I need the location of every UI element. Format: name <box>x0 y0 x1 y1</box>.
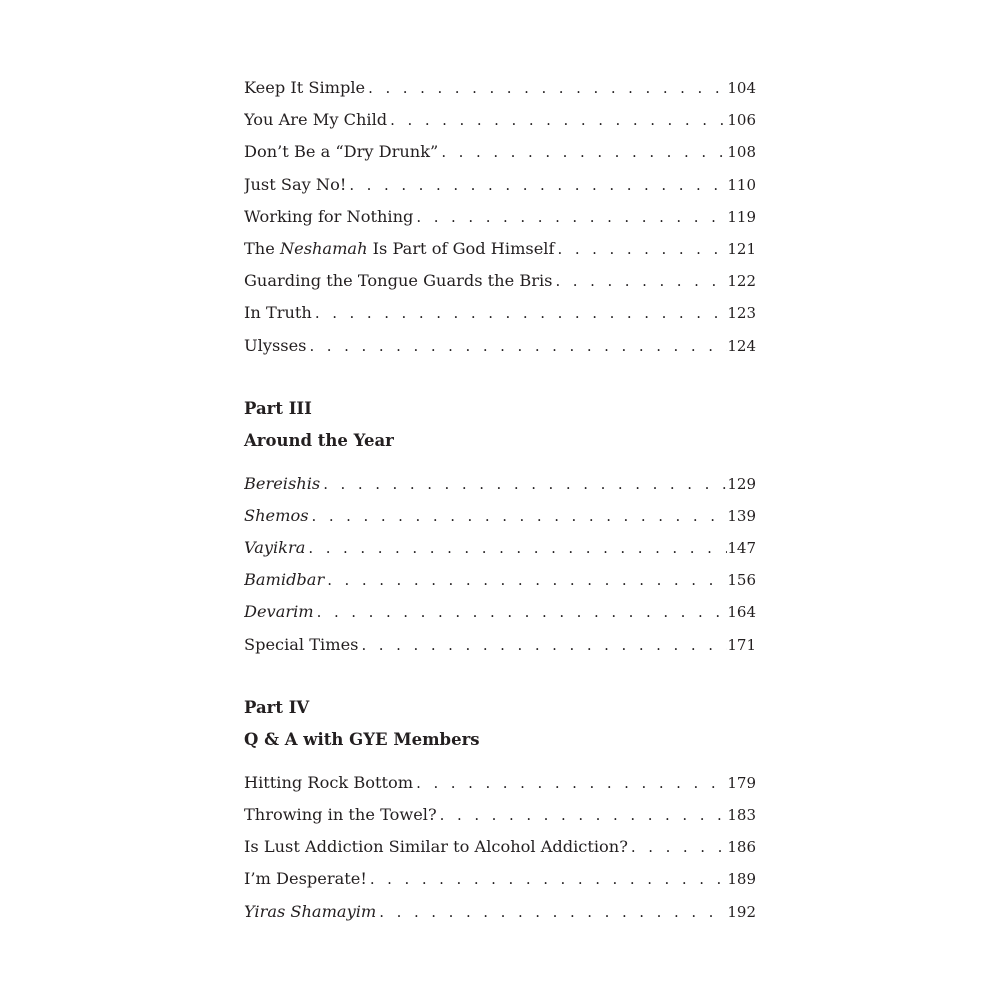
toc-entry-page: 106 <box>727 111 756 130</box>
toc-entry <box>244 564 756 596</box>
dot-leader <box>376 896 727 928</box>
toc-entry-page: 129 <box>727 474 756 493</box>
dot-leader <box>628 831 727 863</box>
section-spacer <box>244 757 756 767</box>
part-label: Part III <box>244 398 312 418</box>
toc-entry-title: Don’t Be a “Dry Drunk” <box>244 142 439 162</box>
toc-entry <box>244 169 756 201</box>
toc-entry-page: 186 <box>727 838 756 857</box>
part4-entries <box>244 767 756 928</box>
dot-leader <box>367 863 728 895</box>
toc-group-part2-continued <box>244 72 756 362</box>
toc-entry-page: 192 <box>727 902 756 921</box>
part-title: Around the Year <box>244 431 394 451</box>
toc-entry <box>244 297 756 329</box>
toc-entry <box>244 201 756 233</box>
toc-entry-page: 139 <box>727 506 756 525</box>
toc-entry-page: 164 <box>727 603 756 622</box>
dot-leader <box>314 596 728 628</box>
toc-entry <box>244 233 756 265</box>
toc-entry-page: 108 <box>727 143 756 162</box>
toc-entry <box>244 596 756 628</box>
toc-entry-title: Just Say No! <box>244 174 347 194</box>
toc-entry-title: Yiras Shamayim <box>244 901 377 921</box>
toc-entry-page: 123 <box>727 304 756 323</box>
toc-entry-title: Working for Nothing <box>244 206 414 226</box>
toc-entry-title: Bamidbar <box>244 570 325 590</box>
dot-leader <box>346 169 727 201</box>
toc-entry <box>244 863 756 895</box>
toc-entry-page: 121 <box>727 239 756 258</box>
dot-leader <box>312 297 728 329</box>
dot-leader <box>413 767 727 799</box>
section-spacer <box>244 661 756 692</box>
toc-entry-title: Throwing in the Towel? <box>244 805 437 824</box>
toc-entry-page: 189 <box>727 870 756 889</box>
toc-entry <box>244 104 756 136</box>
table-of-contents <box>244 72 756 928</box>
toc-entry-page: 104 <box>727 79 756 97</box>
dot-leader <box>554 233 727 265</box>
part-label: Part IV <box>244 697 310 717</box>
toc-entry-page: 119 <box>727 207 756 226</box>
toc-entry-page: 122 <box>727 272 756 291</box>
toc-entry-page: 171 <box>727 635 756 654</box>
title-text: The <box>244 238 280 258</box>
title-italic-text: Neshamah <box>279 238 368 258</box>
toc-entry-page: 156 <box>727 571 756 590</box>
toc-entry-title: Bereishis <box>244 473 321 493</box>
toc-entry-title: Guarding the Tongue Guards the Bris <box>244 271 553 291</box>
toc-entry-title: You Are My Child <box>244 110 388 130</box>
toc-entry-page: 110 <box>727 175 756 194</box>
toc-entry-title: I’m Desperate! <box>244 869 367 889</box>
toc-entry-title: In Truth <box>244 303 312 323</box>
part-title: Q & A with GYE Members <box>244 730 480 750</box>
toc-entry-title: Hitting Rock Bottom <box>244 772 414 792</box>
toc-entry <box>244 629 756 661</box>
dot-leader <box>306 330 727 362</box>
section-spacer <box>244 458 756 468</box>
toc-entry <box>244 136 756 168</box>
part3-entries <box>244 468 756 661</box>
toc-entry-title <box>244 233 554 265</box>
dot-leader <box>309 500 728 532</box>
dot-leader <box>365 72 727 104</box>
toc-entry <box>244 72 756 104</box>
dot-leader <box>437 799 728 831</box>
toc-entry <box>244 831 756 863</box>
title-text: Is Part of God Himself <box>367 238 555 258</box>
toc-entry-page: 147 <box>727 539 756 558</box>
dot-leader <box>320 468 727 500</box>
toc-entry-title: Devarim <box>244 602 314 622</box>
toc-entry-page: 183 <box>727 806 756 824</box>
toc-entry <box>244 767 756 799</box>
toc-entry-title: Special Times <box>244 634 359 654</box>
dot-leader <box>305 532 727 564</box>
dot-leader <box>438 136 727 168</box>
toc-entry-title: Is Lust Addiction Similar to Alcohol Addiction? <box>244 837 628 857</box>
toc-entry-title: Shemos <box>244 505 309 525</box>
toc-entry <box>244 330 756 362</box>
toc-group-part4 <box>244 692 756 928</box>
toc-entry-page: 124 <box>727 336 756 355</box>
dot-leader <box>413 201 727 233</box>
section-spacer <box>244 362 756 393</box>
toc-entry <box>244 500 756 532</box>
dot-leader <box>358 629 727 661</box>
toc-entry <box>244 896 756 928</box>
toc-entry-page: 179 <box>727 773 756 792</box>
toc-entry <box>244 468 756 500</box>
toc-entry <box>244 265 756 297</box>
toc-entry-title: Vayikra <box>244 538 306 558</box>
dot-leader <box>552 265 727 297</box>
toc-group-part3 <box>244 393 756 661</box>
toc-entry-title: Ulysses <box>244 335 307 355</box>
dot-leader <box>324 564 727 596</box>
toc-entry <box>244 532 756 564</box>
toc-entry <box>244 799 756 831</box>
dot-leader <box>387 104 727 136</box>
toc-entry-title: Keep It Simple <box>244 78 366 97</box>
